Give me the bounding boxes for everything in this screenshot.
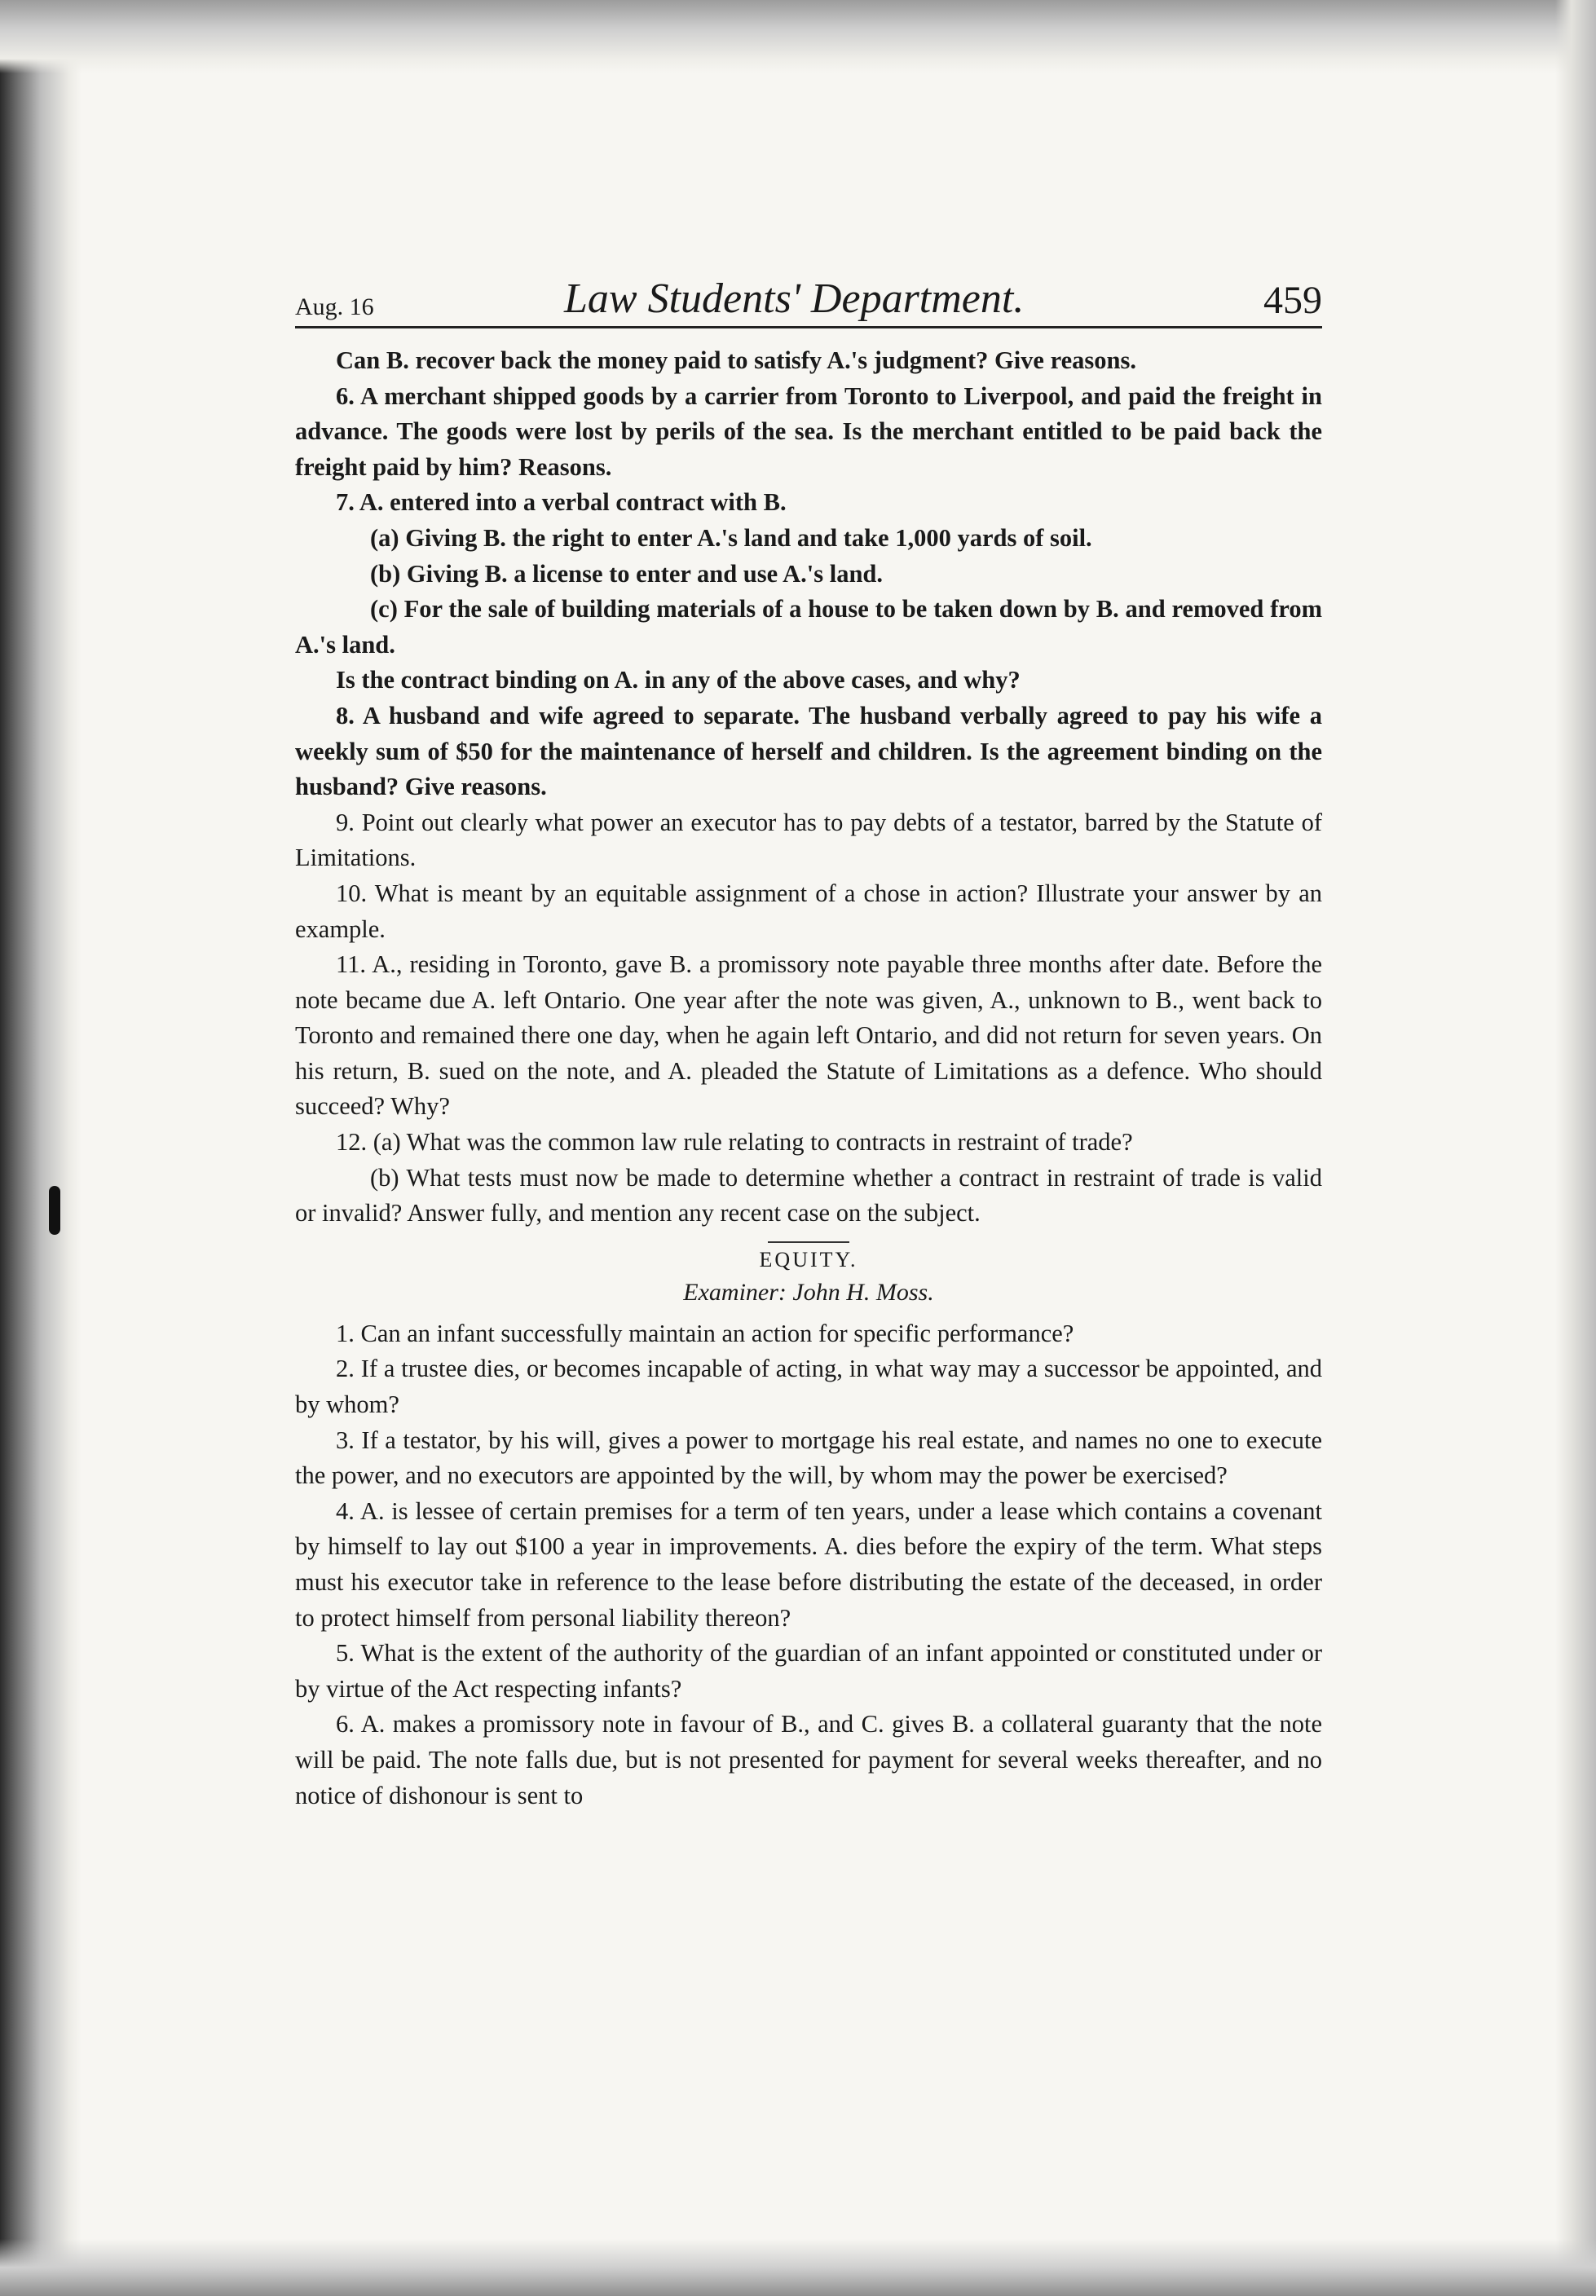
- paragraph: 2. If a trustee dies, or becomes incapable of acting, in what way may a successor be appointed, and by whom?: [295, 1355, 1322, 1419]
- examiner-line: Examiner: John H. Moss.: [683, 1278, 934, 1306]
- scan-shadow-top: [0, 0, 1596, 73]
- paragraph: (c) For the sale of building materials of a house to be taken down by B. and removed from A.'s land.: [295, 595, 1322, 659]
- paragraph: (b) What tests must now be made to determine whether a contract in restraint of trade is valid or invalid? Answer fully, and mention any recent case on the subject.: [295, 1163, 1322, 1227]
- paragraph: (b) Giving B. a license to enter and use A.'s land.: [370, 559, 883, 588]
- paragraph: 12. (a) What was the common law rule relating to contracts in restraint of trade?: [336, 1128, 1133, 1157]
- page-number: 459: [1263, 279, 1322, 322]
- header-date: Aug. 16: [295, 293, 374, 320]
- paragraph: 8. A husband and wife agreed to separate. The husband verbally agreed to pay his wife a weekly sum of $50 for the maintenance of herself and children. Is the agreement binding on the husband? Give reasons.: [295, 701, 1322, 801]
- section-title: EQUITY.: [759, 1247, 858, 1271]
- equity-questions: [295, 1316, 1322, 1813]
- paragraph: 11. A., residing in Toronto, gave B. a promissory note payable three months after date. Before the note became due A. left Ontario. One year after the note was given, A., unknown to B., went back to Toronto and remained there one day, when he again left Ontario, and did not return for seven years. On his return, B. sued on the note, and A. pleaded the Statute of Limitations as a defence. Who should succeed? Why?: [295, 950, 1322, 1121]
- paragraph: 4. A. is lessee of certain premises for a term of ten years, under a lease which contains a covenant by himself to lay out $100 a year in improvements. A. dies before the expiry of the term. What steps must his executor take in reference to the lease before distributing the estate of the deceased, in order to protect himself from personal liability thereon?: [295, 1496, 1322, 1632]
- paragraph: 6. A merchant shipped goods by a carrier from Toronto to Liverpool, and paid the freight in advance. The goods were lost by perils of the sea. Is the merchant entitled to be paid back the freight paid by him? Reasons.: [295, 381, 1322, 481]
- bold-questions: [295, 343, 1322, 805]
- paragraph: 7. A. entered into a verbal contract with B.: [336, 488, 787, 517]
- paragraph: (a) Giving B. the right to enter A.'s land and take 1,000 yards of soil.: [370, 523, 1092, 552]
- scan-shadow-left: [0, 0, 82, 2296]
- binding-mark: [49, 1186, 60, 1235]
- paragraph: 3. If a testator, by his will, gives a power to mortgage his real estate, and names no one to execute the power, and no executors are appointed by the will, by whom may the power be exercised?: [295, 1426, 1322, 1490]
- scan-shadow-bottom: [0, 2239, 1596, 2296]
- running-header: [295, 277, 1322, 328]
- section-divider: [768, 1241, 849, 1243]
- paragraph: 5. What is the extent of the authority of the guardian of an infant appointed or constituted under or by virtue of the Act respecting infants?: [295, 1639, 1322, 1703]
- document-page: [295, 277, 1322, 1813]
- plain-questions: [295, 805, 1322, 1232]
- paragraph: 6. A. makes a promissory note in favour of B., and C. gives B. a collateral guaranty that the note will be paid. The note falls due, but is not presented for payment for several weeks thereafter, and no notice of dishonour is sent to: [295, 1710, 1322, 1809]
- paragraph: Is the contract binding on A. in any of the above cases, and why?: [336, 666, 1021, 694]
- paragraph: 10. What is meant by an equitable assignment of a chose in action? Illustrate your answer by an example.: [295, 879, 1322, 943]
- page-body: [295, 343, 1322, 1813]
- paragraph: 1. Can an infant successfully maintain an action for specific performance?: [336, 1319, 1074, 1347]
- paragraph: 9. Point out clearly what power an executor has to pay debts of a testator, barred by the Statute of Limitations.: [295, 808, 1322, 872]
- scan-shadow-right: [1555, 0, 1596, 2296]
- paragraph: Can B. recover back the money paid to satisfy A.'s judgment? Give reasons.: [336, 346, 1136, 374]
- header-title: Law Students' Department.: [564, 275, 1025, 322]
